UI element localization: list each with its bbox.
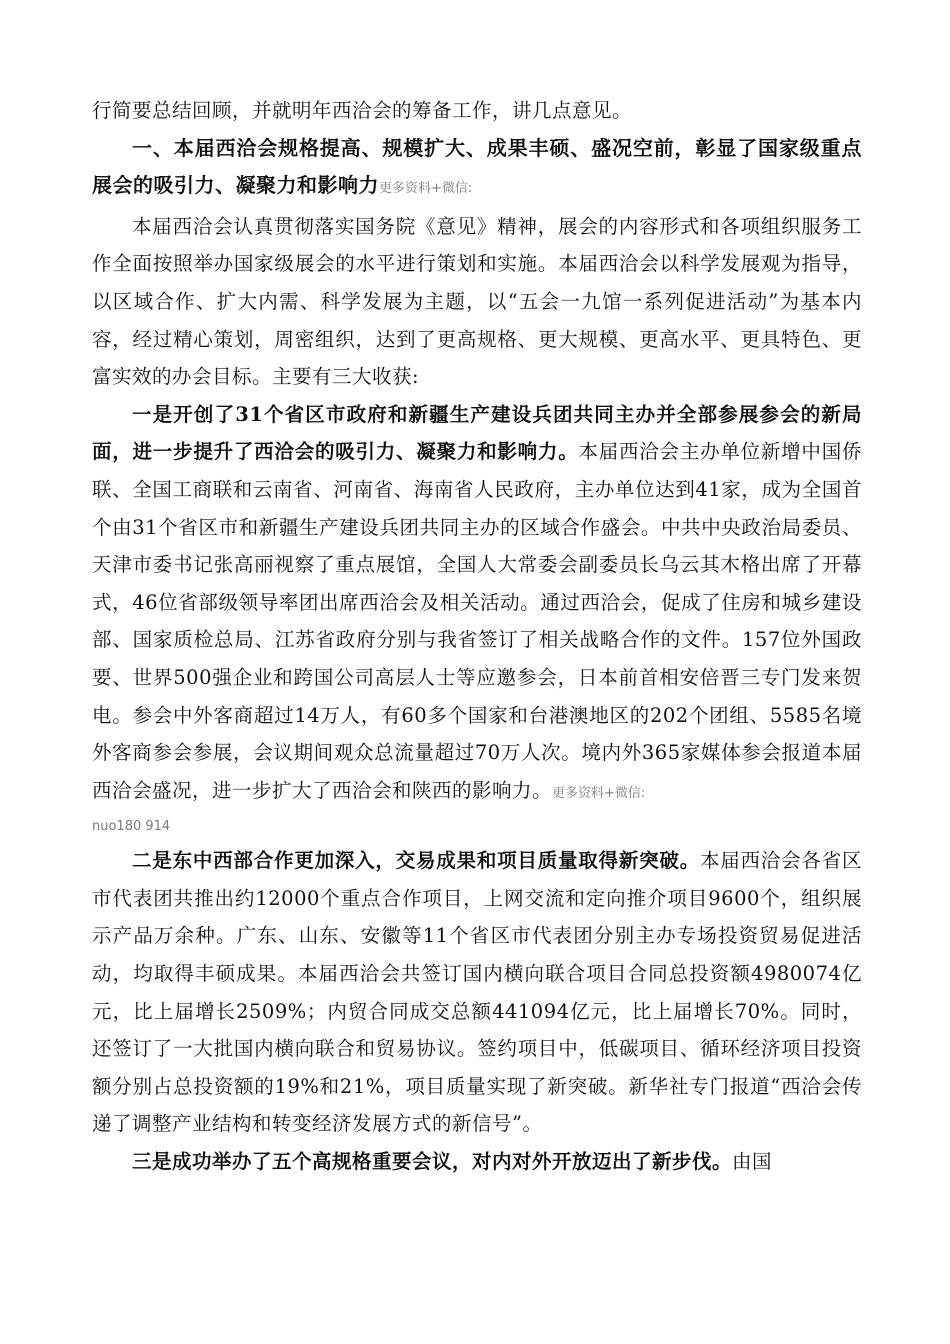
- heading-note: 更多资料+微信:: [379, 181, 473, 197]
- paragraph-4-body: 由国: [732, 1150, 773, 1174]
- paragraph-2-body: 本届西洽会主办单位新增中国侨联、全国工商联和云南省、河南省、海南省人民政府，主办单位达到41家，成为全国首个由31个省区市和新疆生产建设兵团共同主办的区域合作盛会。中共中央政治局委员、天津市委书记张高丽视察了重点展馆，全国人大常委会副委员长乌云其木格出席了开幕式，46位省部级领导率团出席西洽会及相关活动。通过西洽会，促成了住房和城乡建设部、国家质检总局、江苏省政府分别与我省签订了相关战略合作的文件。157位外国政要、世界500强企业和跨国公司高层人士等应邀参会，日本前首相安倍晋三专门发来贺电。参会中外客商超过14万人，有60多个国家和台港澳地区的202个团组、5585名境外客商参会参展，会议期间观众总流量超过70万人次。境内外365家媒体参会报道本届西洽会盛况，进一步扩大了西洽会和陕西的影响力。: [92, 440, 862, 802]
- paragraph-3-body: 本届西洽会各省区市代表团共推出约12000个重点合作项目，上网交流和定向推介项目9600个，组织展示产品万余种。广东、山东、安徽等11个省区市代表团分别主办专场投资贸易促进活动，均取得丰硕成果。本届西洽会共签订国内横向联合项目合同总投资额4980074亿元，比上届增长2509%；内贸合同成交总额441094亿元，比上届增长70%。同时，还签订了一大批国内横向联合和贸易协议。签约项目中，低碳项目、循环经济项目投资额分别占总投资额的19%和21%，项目质量实现了新突破。新华社专门报道“西洽会传递了调整产业结构和转变经济发展方式的新信号”。: [92, 849, 862, 1136]
- paragraph-2-note: 更多资料+微信:: [552, 785, 646, 801]
- intro-line: 行简要总结回顾，并就明年西洽会的筹备工作，讲几点意见。: [92, 99, 633, 122]
- paragraph-1: 本届西洽会认真贯彻落实国务院《意见》精神，展会的内容形式和各项组织服务工作全面按照举办国家级展会的水平进行策划和实施。本届西洽会以科学发展观为指导，以区域合作、扩大内需、科学发展为主题，以“五会一九馆一系列促进活动”为基本内容，经过精心策划，周密组织，达到了更高规格、更大规模、更高水平、更具特色、更富实效的办会目标。主要有三大收获:: [92, 214, 862, 389]
- document-page: [92, 92, 862, 1181]
- paragraph-3-lead: 二是东中西部合作更加深入，交易成果和项目质量取得新突破。: [132, 849, 700, 873]
- paragraph-2: [92, 396, 862, 813]
- paragraph-4-lead: 三是成功举办了五个高规格重要会议，对内对外开放迈出了新步伐。: [132, 1150, 733, 1174]
- paragraph-2-lead: 一是开创了31个省区市政府和新疆生产建设兵团共同主办并全部参展参会的新局面，进一步提升了西洽会的吸引力、凝聚力和影响力。: [92, 402, 862, 464]
- paragraph-4: [92, 1143, 862, 1181]
- section-heading: [92, 130, 862, 208]
- contact-note-line: nuo180 914: [92, 819, 171, 835]
- section-heading-text: 一、本届西洽会规格提高、规模扩大、成果丰硕、盛况空前，彰显了国家级重点展会的吸引力、凝聚力和影响力: [92, 135, 862, 198]
- paragraph-3: [92, 842, 862, 1143]
